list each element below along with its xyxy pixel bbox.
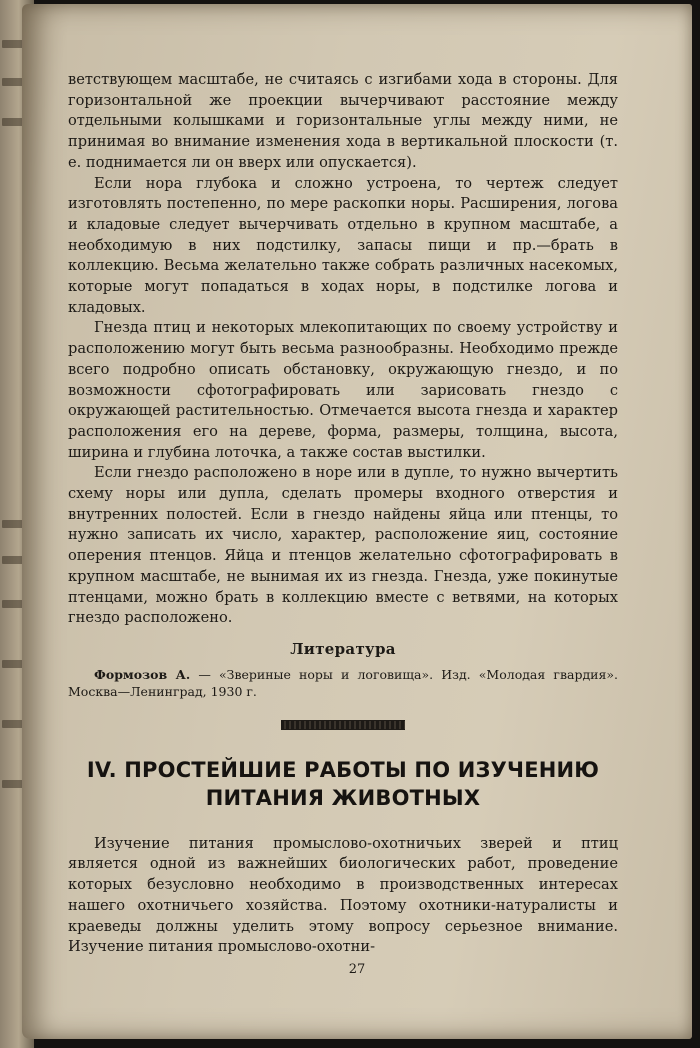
book-page [22,4,692,1039]
left-page-text-fragment [2,600,24,608]
paragraph: Если нора глубока и сложно устроена, то чертеж следует изготовлять постепенно, по мере раскопки норы. Расширения, логова и кладовые следует вычерчивать отдельно в крупном масштабе, а необходимую в них подстилку, запасы пищи и пр.—брать в коллекцию. Весьма желательно также собрать различных насекомых, которые могут попадаться в ходах норы, в подстилке логова и кладовых. [68,174,618,316]
chapter-title-line: IV. ПРОСТЕЙШИЕ РАБОТЫ ПО ИЗУЧЕНИЮ [86,757,600,782]
ornamental-divider [281,720,405,730]
paragraph: Гнезда птиц и некоторых млекопитающих по своему устройству и расположению могут быть весьма разнообразны. Необходимо прежде всего подробно описать обстановку, окружающую гнездо, и по возможности сфотографировать или зарисовать гнездо с окружающей растительностью. Отмечается высота гнезда и характер расположения его на дереве, форма, размеры, толщина, высота, ширина и глубина лоточка, а также состав выстилки. [68,319,618,461]
paragraph: Изучение питания промыслово-охотничьих зверей и птиц является одной из важнейших биологических работ, проведение которых безусловно необходимо в производственных интересах нашего охотничьего хозяйства. Поэтому охотники-натуралисты и краеведы должны уделить этому вопросу серьезное внимание. Изучение питания промыслово-охотни- [68,834,618,956]
paragraph: ветствующем масштабе, не считаясь с изгибами хода в стороны. Для горизонтальной же проекции вычерчивают расстояние между отдельными колышками и горизонтальные углы между ними, не принимая во внимание изменения хода в вертикальной плоскости (т. е. поднимается ли он вверх или опускается). [68,71,618,171]
left-page-text-fragment [2,556,24,564]
chapter-title-line: ПИТАНИЯ ЖИВОТНЫХ [205,785,481,810]
paragraph: Если гнездо расположено в норе или в дупле, то нужно вычертить схему норы или дупла, сделать промеры входного отверстия и внутренних полостей. Если в гнездо найдены яйца или птенцы, то нужно записать их число, характер, расположение яиц, состояние оперения птенцов. Яйца и птенцов желательно сфотографировать в крупном масштабе, не вынимая их из гнезда. Гнезда, уже покинутые птенцами, можно брать в коллекцию вместе с ветвями, на которых гнездо расположено. [68,464,618,627]
chapter-title [68,756,618,812]
left-page-text-fragment [2,660,24,668]
page-number: 27 [348,962,366,977]
literature-heading: Литература [290,639,396,658]
left-page-text-fragment [2,78,24,86]
literature-entry-text: — «Звериные норы и логовища». Изд. «Молодая гвардия». Москва—Ленинград, 1930 г. [68,666,618,699]
literature-author: Формозов А. [94,666,191,682]
page-text [68,70,618,958]
left-page-text-fragment [2,520,24,528]
left-page-text-fragment [2,118,24,126]
literature-entry [68,666,618,700]
left-page-text-fragment [2,780,24,788]
left-page-text-fragment [2,40,24,48]
left-page-text-fragment [2,720,24,728]
